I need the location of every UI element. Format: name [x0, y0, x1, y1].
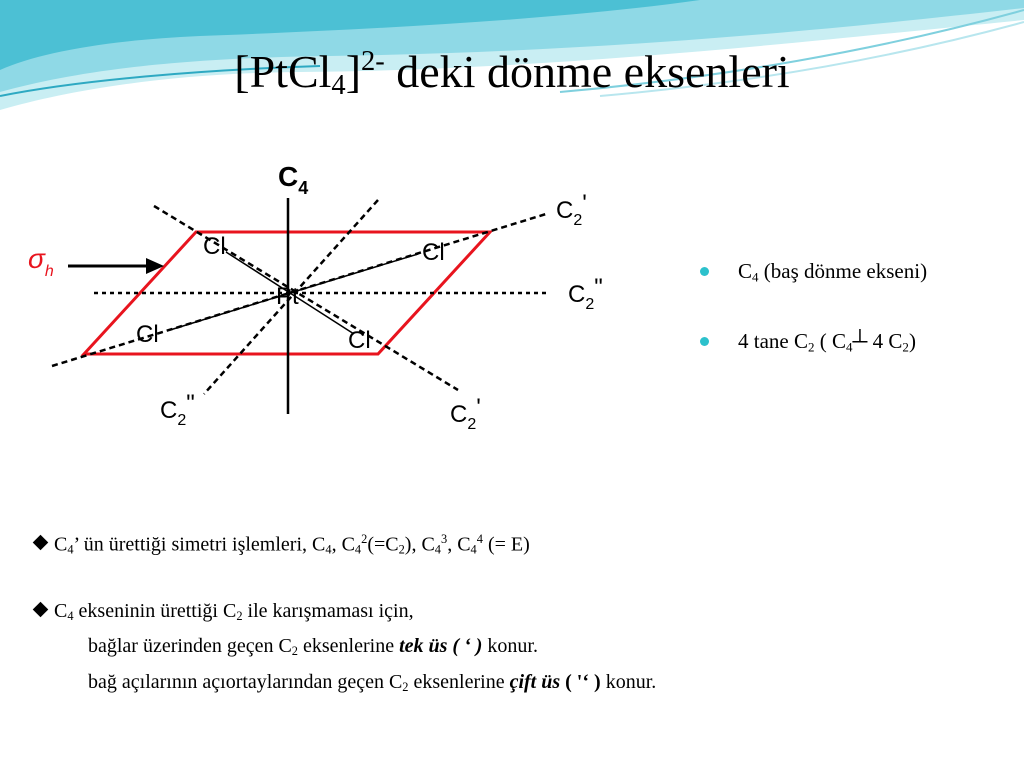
- diamond-bullet-icon: [33, 535, 49, 551]
- label-c2pp-right: $C_2$": [568, 274, 603, 313]
- label-c2p-top: $C_2'$: [556, 190, 587, 229]
- diamond-bullet-icon: [33, 602, 49, 618]
- bullet-c2: 4 tane $C_2$ ( $C_4┴$ 4 $C_2$): [700, 329, 1024, 355]
- line-symmetry-operations: $C_4$’ ün ürettiği simetri işlemleri, $C_4$, $C_4^2(=C_2)$, $C_4^3$, $C_4^4$ (= E): [33, 532, 530, 558]
- atom-cl-bottom-left: Cl: [136, 321, 159, 348]
- line-c4-c2: $C_4$ ekseninin ürettiği $C_2$ ile karışmaması için,: [33, 600, 414, 624]
- label-sigma-h: $\sigma_h$: [28, 243, 54, 280]
- ptcl4-rotation-axes-diagram: [28, 150, 616, 446]
- slide-title: [PtCl$_4$]$^{2-}$ deki dönme eksenleri: [234, 46, 790, 102]
- atom-cl-bottom-right: Cl: [348, 327, 371, 354]
- axis-bullet-list: [660, 259, 1024, 400]
- label-c2p-bottom: $C_2'$: [450, 394, 481, 433]
- atom-cl-top-left: Cl: [203, 233, 226, 260]
- bullet-c4: $C_4$ (baş dönme ekseni): [700, 259, 1024, 285]
- line-double-prime: bağ açılarının açıortaylarından geçen $C_2$ eksenlerine çift üs ( '‘ ) konur.: [88, 671, 657, 695]
- atom-cl-top-right: Cl: [422, 239, 445, 266]
- c2p-axis-descending: [154, 206, 458, 390]
- atom-pt: Pt: [276, 283, 299, 310]
- label-c2pp-bottom: $C_2$": [160, 390, 195, 429]
- line-single-prime: bağlar üzerinden geçen $C_2$ eksenlerine tek üs ( ‘ ) konur.: [88, 635, 538, 659]
- label-c4: $C_4$: [278, 161, 309, 198]
